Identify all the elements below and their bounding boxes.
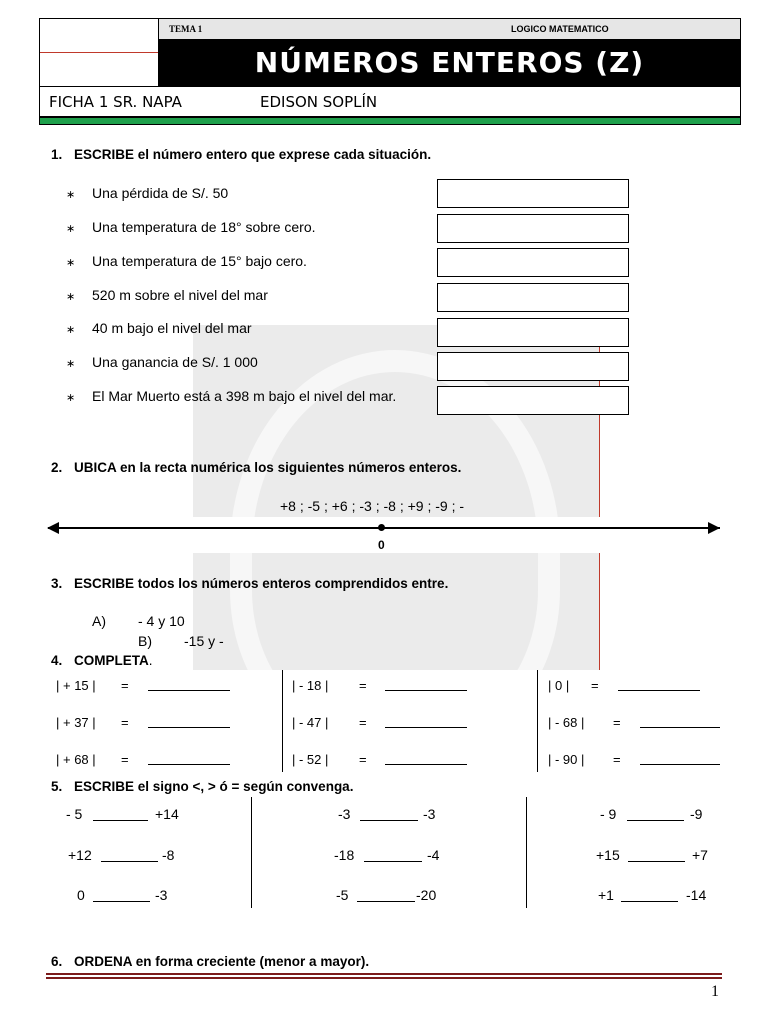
sign-blank[interactable]: [93, 809, 148, 821]
header-strip: [159, 19, 740, 39]
answer-blank[interactable]: [148, 716, 230, 728]
equals-sign: =: [121, 678, 129, 693]
abs-expression: | - 18 |: [292, 678, 329, 693]
answer-blank[interactable]: [640, 716, 720, 728]
item-text: Una temperatura de 15° bajo cero.: [92, 253, 307, 269]
bullet-icon: ∗: [66, 189, 76, 201]
option-b-text: -15 y -: [184, 633, 224, 649]
compare-right: -8: [162, 847, 175, 863]
question-dot: .: [148, 653, 153, 668]
answer-blank[interactable]: [385, 716, 467, 728]
header-green-bar: [39, 117, 741, 125]
question-text: ORDENA en forma creciente (menor a mayor).: [74, 954, 370, 969]
compare-right: +14: [155, 806, 179, 822]
abs-expression: | + 68 |: [56, 752, 96, 767]
answer-blank[interactable]: [385, 753, 467, 765]
sign-blank[interactable]: [360, 809, 418, 821]
sign-blank[interactable]: [621, 890, 678, 902]
bullet-icon: ∗: [66, 291, 76, 303]
arrow-left-icon: [47, 522, 59, 534]
item-text: El Mar Muerto está a 398 m bajo el nivel del mar.: [92, 388, 397, 404]
compare-left: -3: [338, 806, 351, 822]
list-item: [66, 219, 316, 235]
equals-sign: =: [591, 678, 599, 693]
question-number: 4.: [51, 653, 63, 668]
answer-box[interactable]: [437, 214, 629, 243]
answer-blank[interactable]: [618, 679, 700, 691]
compare-left: -5: [336, 887, 349, 903]
page-number: 1: [711, 983, 719, 1000]
list-item: [66, 320, 252, 336]
sign-blank[interactable]: [628, 850, 685, 862]
answer-box[interactable]: [437, 318, 629, 347]
number-set: +8 ; -5 ; +6 ; -3 ; -8 ; +9 ; -9 ; -: [280, 498, 465, 514]
question-text: UBICA en la recta numérica los siguientes números enteros.: [74, 460, 462, 475]
sign-blank[interactable]: [357, 890, 415, 902]
question-number: 6.: [51, 954, 63, 969]
column-divider: [282, 670, 283, 772]
question-text: ESCRIBE el número entero que exprese cada situación.: [74, 147, 432, 162]
answer-box[interactable]: [437, 283, 629, 312]
compare-left: - 5: [66, 806, 83, 822]
abs-expression: | 0 |: [548, 678, 570, 693]
sign-blank[interactable]: [364, 850, 422, 862]
header-box: [39, 18, 741, 87]
header-logo-area: [40, 19, 159, 86]
list-item: [66, 287, 268, 303]
column-divider: [537, 670, 538, 772]
compare-right: -3: [155, 887, 168, 903]
compare-left: +15: [596, 847, 620, 863]
abs-expression: | - 90 |: [548, 752, 585, 767]
list-item: [66, 253, 307, 269]
compare-left: - 9: [600, 806, 617, 822]
question-number: 5.: [51, 779, 63, 794]
compare-right: -9: [690, 806, 703, 822]
page-title: NÚMEROS ENTEROS (Z): [159, 39, 740, 86]
list-item: [66, 388, 396, 404]
equals-sign: =: [613, 752, 621, 767]
abs-expression: | + 37 |: [56, 715, 96, 730]
question-number: 3.: [51, 576, 63, 591]
question-text: ESCRIBE todos los números enteros comprendidos entre.: [74, 576, 449, 591]
question-3: [51, 576, 448, 591]
compare-left: +12: [68, 847, 92, 863]
option-a-label: A): [92, 613, 106, 629]
answer-box[interactable]: [437, 179, 629, 208]
bullet-icon: ∗: [66, 358, 76, 370]
compare-right: +7: [692, 847, 708, 863]
answer-box[interactable]: [437, 386, 629, 415]
item-text: 520 m sobre el nivel del mar: [92, 287, 268, 303]
question-6: [51, 954, 369, 969]
compare-right: -4: [427, 847, 440, 863]
column-divider: [526, 797, 527, 908]
column-divider: [251, 797, 252, 908]
question-1: [51, 147, 431, 162]
equals-sign: =: [613, 715, 621, 730]
zero-label: 0: [378, 538, 385, 552]
author-label: EDISON SOPLÍN: [260, 93, 378, 111]
sign-blank[interactable]: [101, 850, 158, 862]
equals-sign: =: [359, 678, 367, 693]
abs-expression: | + 15 |: [56, 678, 96, 693]
abs-expression: | - 52 |: [292, 752, 329, 767]
footer-rule: [46, 973, 722, 975]
question-text: COMPLETA: [74, 653, 149, 668]
compare-right: -20: [416, 887, 437, 903]
bullet-icon: ∗: [66, 324, 76, 336]
item-text: Una ganancia de S/. 1 000: [92, 354, 258, 370]
question-4: [51, 653, 153, 668]
tema-label: TEMA 1: [169, 24, 203, 34]
sign-blank[interactable]: [93, 890, 150, 902]
question-number: 1.: [51, 147, 63, 162]
compare-left: +1: [598, 887, 614, 903]
subheader: [39, 86, 741, 117]
answer-box[interactable]: [437, 248, 629, 277]
equals-sign: =: [359, 752, 367, 767]
list-item: [66, 354, 258, 370]
bullet-icon: ∗: [66, 392, 76, 404]
answer-box[interactable]: [437, 352, 629, 381]
compare-right: -14: [686, 887, 707, 903]
list-item: [66, 185, 228, 201]
compare-left: -18: [334, 847, 355, 863]
item-text: 40 m bajo el nivel del mar: [92, 320, 252, 336]
option-a-text: - 4 y 10: [138, 613, 185, 629]
equals-sign: =: [121, 715, 129, 730]
area-label: LOGICO MATEMATICO: [511, 24, 609, 34]
question-5: [51, 779, 353, 794]
answer-blank[interactable]: [148, 679, 230, 691]
ficha-label: FICHA 1 SR. NAPA: [49, 93, 182, 111]
compare-right: -3: [423, 806, 436, 822]
abs-expression: | - 47 |: [292, 715, 329, 730]
origin-dot: [378, 524, 385, 531]
question-number: 2.: [51, 460, 63, 475]
option-b-label: B): [138, 633, 152, 649]
sign-blank[interactable]: [627, 809, 684, 821]
answer-blank[interactable]: [148, 753, 230, 765]
equals-sign: =: [359, 715, 367, 730]
bullet-icon: ∗: [66, 257, 76, 269]
question-2: [51, 460, 461, 475]
question-text: ESCRIBE el signo <, > ó = según convenga.: [74, 779, 354, 794]
bullet-icon: ∗: [66, 223, 76, 235]
arrow-right-icon: [708, 522, 720, 534]
item-text: Una pérdida de S/. 50: [92, 185, 229, 201]
equals-sign: =: [121, 752, 129, 767]
footer-rule: [46, 977, 722, 979]
compare-left: 0: [77, 887, 85, 903]
item-text: Una temperatura de 18° sobre cero.: [92, 219, 316, 235]
answer-blank[interactable]: [385, 679, 467, 691]
answer-blank[interactable]: [640, 753, 720, 765]
abs-expression: | - 68 |: [548, 715, 585, 730]
